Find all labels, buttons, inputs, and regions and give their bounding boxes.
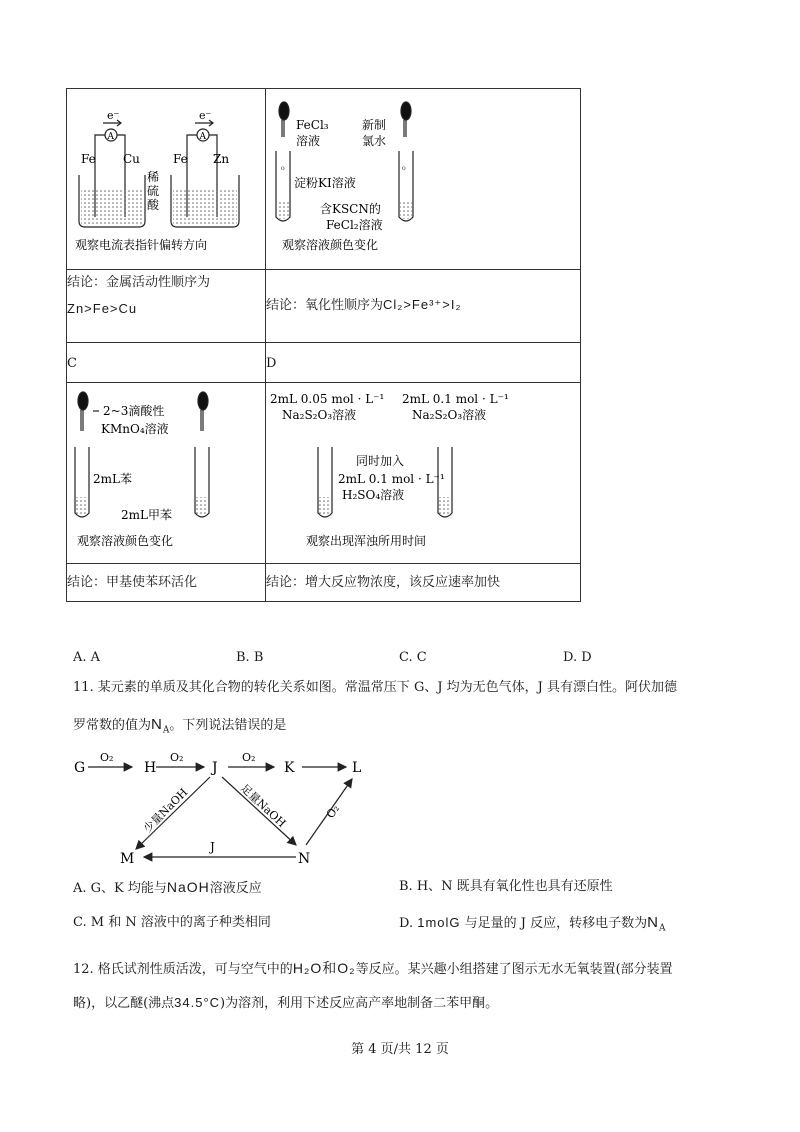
arrow-o2-4: O₂ [323, 802, 343, 821]
caption-c: 观察溶液颜色变化 [77, 534, 174, 548]
ammeter-label: A [107, 132, 114, 142]
caption-d: 观察出现浑浊所用时间 [306, 534, 427, 548]
cell-c-label: C [67, 343, 266, 383]
arrow-o2-2: O₂ [170, 751, 184, 764]
kmno4-label-2: KMnO₄溶液 [101, 422, 169, 436]
left-reagent-2: Na₂S₂O₃溶液 [282, 408, 357, 422]
conversion-diagram [70, 745, 390, 870]
q11-stem-line2: 罗常数的值为$N_A$。下列说法错误的是 [73, 716, 287, 736]
node-h: H [144, 760, 157, 776]
node-l: L [352, 760, 362, 776]
excess-naoh-label: 足量NaOH [237, 781, 289, 830]
arrow-o2-3: O₂ [242, 751, 256, 764]
q11-stem-line1: 11. 某元素的单质及其化合物的转化关系如图。常温常压下 G、J 均为无色气体，J 具有漂白性。阿伏加德 [73, 680, 678, 695]
node-g: G [74, 760, 86, 776]
arrow-j-label: J [210, 840, 215, 854]
acid-label-d1: 同时加入 [356, 454, 405, 468]
zn-label: Zn [213, 152, 230, 166]
q11-option-b[interactable]: B. H、N 既具有氧化性也具有还原性 [399, 879, 613, 894]
q12-line2: 略)，以乙醚(沸点34.5°C)为溶剂，利用下述反应高产率地制备二苯甲酮。 [73, 995, 499, 1011]
conclusion-a: 结论：金属活动性顺序为 [67, 275, 211, 290]
kscn-label-2: FeCl₂溶液 [326, 218, 383, 232]
ki-label: 淀粉KI溶液 [294, 176, 356, 190]
caption-a: 观察电流表指针偏转方向 [75, 238, 208, 252]
conclusion-b: 结论：氧化性顺序为 [266, 298, 384, 313]
q11-option-c[interactable]: C. M 和 N 溶液中的离子种类相同 [73, 915, 271, 930]
cell-b-conclusion [266, 270, 581, 343]
acid-label-1: 稀 [147, 170, 160, 184]
conclusion-a-formula: Zn>Fe>Cu [67, 301, 138, 316]
toluene-label: 2mL甲苯 [121, 508, 172, 522]
acid-label-2: 硫 [147, 184, 160, 198]
cell-a-figure [67, 89, 266, 270]
q12-line1: 12. 格氏试剂性质活泼，可与空气中的H₂O和O₂等反应。某兴趣小组搭建了图示无水无氧装置(部分装置 [73, 960, 673, 977]
left-reagent-1: 2mL 0.05 mol · L⁻¹ [270, 392, 385, 406]
cell-c-conclusion: 结论：甲基使苯环活化 [67, 564, 266, 602]
node-j: J [212, 760, 218, 776]
conclusion-b-formula: Cl₂>Fe³⁺>I₂ [383, 297, 462, 312]
page-footer: 第 4 页/共 12 页 [351, 1042, 449, 1057]
drop-icon: ⁰ [281, 166, 285, 176]
q10-option-b[interactable]: B. B [236, 650, 264, 665]
node-n: N [298, 851, 311, 867]
kmno4-label-1: 2~3滴酸性 [103, 404, 165, 418]
node-k: K [284, 760, 295, 776]
cell-d-label: D [266, 343, 581, 383]
cell-d-figure [266, 383, 581, 564]
cell-b-figure [266, 89, 581, 270]
kscn-label-1: 含KSCN的 [320, 202, 381, 216]
electrode-figure [67, 89, 265, 269]
cell-a-conclusion [67, 270, 266, 343]
chlorine-label-2: 氯水 [362, 134, 387, 148]
acid-label-3: 酸 [147, 198, 160, 212]
node-m: M [120, 851, 135, 867]
acid-label-d3: H₂SO₄溶液 [342, 488, 405, 502]
cell-d-conclusion: 结论：增大反应物浓度，该反应速率加快 [266, 564, 581, 602]
drop-icon-2: ⁰ [402, 166, 406, 176]
chlorine-label-1: 新制 [362, 118, 387, 132]
electron-label: e⁻ [107, 109, 120, 122]
fecl3-label-2: 溶液 [296, 134, 321, 148]
ammeter-label-2: A [199, 132, 206, 142]
redox-figure [266, 89, 580, 269]
q10-option-d[interactable]: D. D [563, 650, 592, 665]
benzene-label: 2mL苯 [93, 472, 132, 486]
right-reagent-2: Na₂S₂O₃溶液 [412, 408, 487, 422]
experiment-table [66, 88, 581, 602]
q10-option-a[interactable]: A. A [73, 650, 101, 665]
arrow-o2-1: O₂ [100, 751, 114, 764]
electron-label-2: e⁻ [199, 109, 212, 122]
less-naoh-label: 少量NaOH [140, 785, 191, 836]
right-reagent-1: 2mL 0.1 mol · L⁻¹ [402, 392, 509, 406]
q11-option-a[interactable]: A. G、K 均能与NaOH溶液反应 [73, 879, 262, 896]
thiosulfate-figure [266, 383, 580, 563]
caption-b: 观察溶液颜色变化 [282, 238, 379, 252]
q11-option-d[interactable]: D. 1molG 与足量的 J 反应，转移电子数为$N_A$ [399, 914, 666, 934]
cu-label: Cu [123, 152, 140, 166]
fe-label-2: Fe [173, 152, 188, 166]
acid-label-d2: 2mL 0.1 mol · L⁻¹ [338, 472, 445, 486]
q10-option-c[interactable]: C. C [399, 650, 427, 665]
fe-label: Fe [81, 152, 96, 166]
fecl3-label-1: FeCl₃ [296, 118, 329, 132]
kmno4-figure [67, 383, 265, 563]
cell-c-figure [67, 383, 266, 564]
